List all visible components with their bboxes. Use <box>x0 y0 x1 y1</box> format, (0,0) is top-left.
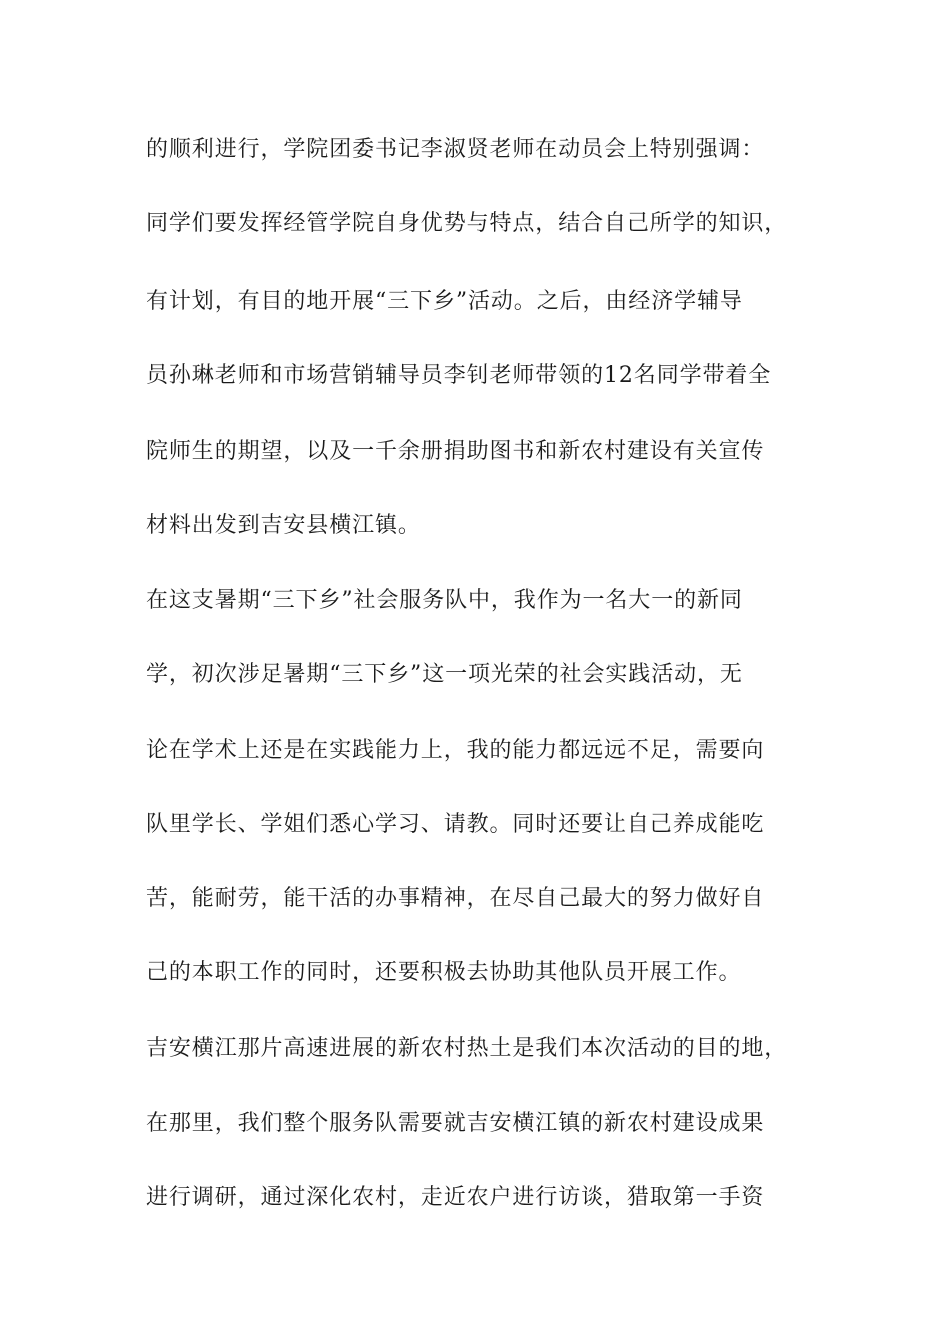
text-line-5: 院师生的期望，以及一千余册捐助图书和新农村建设有关宣传 <box>146 439 765 464</box>
text-line-12: 己的本职工作的同时，还要积极去协助其他队员开展工作。 <box>146 960 742 985</box>
text-line-14: 在那里，我们整个服务队需要就吉安横江镇的新农村建设成果 <box>146 1111 765 1136</box>
text-line-1: 的顺利进行，学院团委书记李淑贤老师在动员会上特别强调： <box>146 137 765 162</box>
text-line-3: 有计划，有目的地开展“三下乡”活动。之后，由经济学辅导 <box>146 289 743 314</box>
text-line-8: 学，初次涉足暑期“三下乡”这一项光荣的社会实践活动，无 <box>146 662 743 687</box>
text-line-9: 论在学术上还是在实践能力上，我的能力都远远不足，需要向 <box>146 738 765 763</box>
text-line-4: 员孙琳老师和市场营销辅导员李钊老师带领的12名同学带着全 <box>146 363 772 388</box>
text-line-6: 材料出发到吉安县横江镇。 <box>146 513 421 538</box>
text-line-15: 进行调研，通过深化农村，走近农户进行访谈，猎取第一手资 <box>146 1185 765 1210</box>
text-line-2: 同学们要发挥经管学院自身优势与特点，结合自己所学的知识， <box>146 211 788 236</box>
text-line-10: 队里学长、学姐们悉心学习、请教。同时还要让自己养成能吃 <box>146 812 765 837</box>
text-line-11: 苦，能耐劳，能干活的办事精神，在尽自己最大的努力做好自 <box>146 886 765 911</box>
text-line-7: 在这支暑期“三下乡”社会服务队中，我作为一名大一的新同 <box>146 588 743 613</box>
text-line-13: 吉安横江那片高速进展的新农村热土是我们本次活动的目的地， <box>146 1036 788 1061</box>
